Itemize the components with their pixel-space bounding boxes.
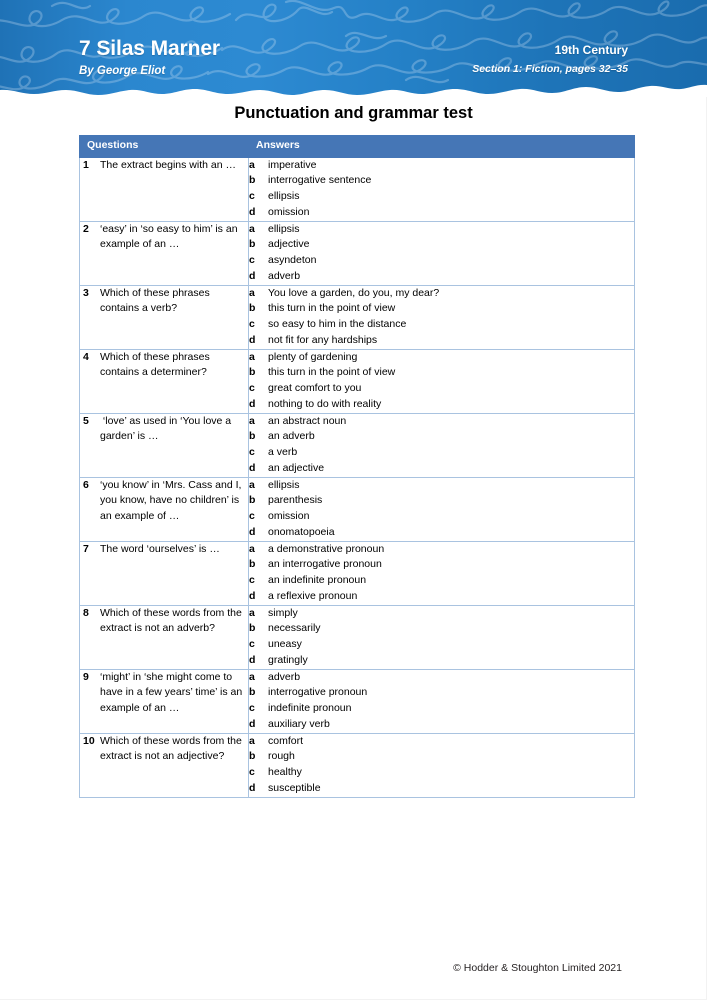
question-cell: [80, 349, 249, 413]
answer-text: an adjective: [268, 461, 325, 474]
answer-option[interactable]: [249, 606, 634, 622]
answer-option[interactable]: [249, 173, 634, 189]
question-inner: [80, 606, 248, 638]
section-label: Section 1: Fiction, pages 32–35: [472, 63, 628, 75]
answers-cell: [249, 733, 635, 797]
answer-option[interactable]: [249, 461, 634, 477]
answer-letter: a: [249, 350, 255, 363]
answer-letter: b: [249, 558, 256, 571]
answers-cell: [249, 157, 635, 221]
answer-text: an interrogative pronoun: [268, 558, 382, 571]
answer-letter: d: [249, 781, 256, 794]
answer-letter: a: [249, 670, 255, 683]
question-number: 5: [83, 414, 89, 427]
question-number: 2: [83, 222, 89, 235]
answer-text: comfort: [268, 734, 304, 747]
answer-text: a verb: [268, 446, 298, 459]
question-cell: [80, 733, 249, 797]
answer-text: parenthesis: [268, 494, 323, 507]
answer-option[interactable]: [249, 350, 634, 366]
banner-meta-block: [472, 43, 628, 75]
answer-letter: d: [249, 525, 256, 538]
answer-letter: b: [249, 302, 256, 315]
answer-letter: c: [249, 190, 255, 203]
answer-letter: d: [249, 269, 256, 282]
answers-cell: [249, 285, 635, 349]
question-cell: [80, 477, 249, 541]
answer-option[interactable]: [249, 253, 634, 269]
answer-option[interactable]: [249, 670, 634, 686]
page-header-banner: [0, 0, 707, 97]
answer-option[interactable]: [249, 269, 634, 285]
question-text: ‘might’ in ‘she might come to have in a few years’ time’ is an example of an …: [100, 670, 246, 715]
question-inner: [80, 222, 248, 254]
answer-letter: a: [249, 414, 255, 427]
answer-option[interactable]: [249, 205, 634, 221]
questions-answers-table: [79, 135, 635, 798]
answer-option[interactable]: [249, 685, 634, 701]
answer-letter: d: [249, 717, 256, 730]
question-text: ‘easy’ in ‘so easy to him’ is an example of an …: [100, 222, 241, 251]
question-number: 3: [83, 286, 89, 299]
question-text: ‘you know’ in ‘Mrs. Cass and I, you know, have no children’ is an example of …: [100, 478, 245, 523]
answer-option[interactable]: [249, 525, 634, 541]
question-text: Which of these phrases contains a verb?: [100, 286, 213, 315]
answer-letter: b: [249, 238, 256, 251]
answer-text: ellipsis: [268, 478, 300, 491]
answer-text: imperative: [268, 158, 317, 171]
period-label: 19th Century: [554, 43, 628, 57]
question-number: 4: [83, 350, 89, 363]
question-number: 1: [83, 158, 89, 171]
question-number: 9: [83, 670, 89, 683]
answer-text: omission: [268, 205, 310, 218]
answer-text: an indefinite pronoun: [268, 574, 367, 587]
table-body: [80, 157, 635, 797]
question-number: 10: [83, 734, 95, 747]
table-row: [80, 669, 635, 733]
question-cell: [80, 413, 249, 477]
answer-option[interactable]: [249, 317, 634, 333]
answer-text: rough: [268, 750, 295, 763]
answer-option[interactable]: [249, 301, 634, 317]
answer-option[interactable]: [249, 493, 634, 509]
answer-text: uneasy: [268, 638, 302, 651]
answer-option[interactable]: [249, 749, 634, 765]
answer-text: plenty of gardening: [268, 350, 358, 363]
answer-letter: b: [249, 366, 256, 379]
answer-option[interactable]: [249, 781, 634, 797]
answer-option[interactable]: [249, 637, 634, 653]
copyright-notice: © Hodder & Stoughton Limited 2021: [453, 962, 622, 974]
answer-letter: d: [249, 653, 256, 666]
answers-cell: [249, 477, 635, 541]
answer-text: necessarily: [268, 622, 321, 635]
answer-letter: a: [249, 734, 255, 747]
answer-text: this turn in the point of view: [268, 366, 396, 379]
answer-option[interactable]: [249, 189, 634, 205]
answer-text: interrogative sentence: [268, 174, 372, 187]
table-row: [80, 541, 635, 605]
answer-letter: a: [249, 286, 255, 299]
answer-option[interactable]: [249, 557, 634, 573]
book-author: By George Eliot: [79, 65, 166, 78]
question-text: The extract begins with an …: [100, 158, 236, 171]
answer-text: a demonstrative pronoun: [268, 542, 385, 555]
answer-option[interactable]: [249, 573, 634, 589]
answer-text: ellipsis: [268, 222, 300, 235]
banner-title-block: [79, 38, 220, 77]
answer-option[interactable]: [249, 734, 634, 750]
answer-option[interactable]: [249, 333, 634, 349]
answer-option[interactable]: [249, 237, 634, 253]
question-cell: [80, 221, 249, 285]
table-row: [80, 157, 635, 221]
answer-text: You love a garden, do you, my dear?: [268, 286, 440, 299]
answer-text: adverb: [268, 670, 301, 683]
question-cell: [80, 605, 249, 669]
answers-cell: [249, 349, 635, 413]
table-row: [80, 733, 635, 797]
answer-option[interactable]: [249, 445, 634, 461]
question-text: Which of these phrases contains a determiner?: [100, 350, 213, 379]
answer-letter: d: [249, 205, 256, 218]
answer-text: susceptible: [268, 781, 321, 794]
answer-text: so easy to him in the distance: [268, 318, 407, 331]
answer-option[interactable]: [249, 653, 634, 669]
answer-letter: d: [249, 397, 256, 410]
answer-option[interactable]: [249, 542, 634, 558]
answer-text: onomatopoeia: [268, 525, 335, 538]
answer-option[interactable]: [249, 381, 634, 397]
answer-letter: b: [249, 174, 256, 187]
answer-letter: c: [249, 702, 255, 715]
answers-cell: [249, 541, 635, 605]
answers-cell: [249, 221, 635, 285]
table-header-row: [80, 136, 635, 158]
answer-letter: d: [249, 589, 256, 602]
answer-text: great comfort to you: [268, 382, 362, 395]
answer-text: healthy: [268, 766, 302, 779]
answer-letter: c: [249, 382, 255, 395]
answer-option[interactable]: [249, 429, 634, 445]
answer-text: interrogative pronoun: [268, 686, 368, 699]
answer-option[interactable]: [249, 717, 634, 733]
question-cell: [80, 541, 249, 605]
answer-letter: a: [249, 542, 255, 555]
question-inner: [80, 350, 248, 382]
column-header-questions: Questions: [80, 136, 249, 158]
answers-cell: [249, 413, 635, 477]
table-row: [80, 605, 635, 669]
answer-text: omission: [268, 510, 310, 523]
answer-letter: d: [249, 461, 256, 474]
answer-letter: b: [249, 622, 256, 635]
answer-letter: c: [249, 766, 255, 779]
answer-text: an abstract noun: [268, 414, 347, 427]
answer-text: nothing to do with reality: [268, 397, 382, 410]
answer-letter: c: [249, 254, 255, 267]
answer-option[interactable]: [249, 478, 634, 494]
question-inner: [80, 734, 248, 766]
answer-text: this turn in the point of view: [268, 302, 396, 315]
answer-letter: a: [249, 478, 255, 491]
question-inner: [80, 478, 248, 525]
answer-letter: d: [249, 333, 256, 346]
answers-cell: [249, 669, 635, 733]
question-inner: [80, 542, 248, 558]
question-inner: [80, 670, 248, 717]
answer-option[interactable]: [249, 222, 634, 238]
answer-option[interactable]: [249, 365, 634, 381]
question-cell: [80, 157, 249, 221]
answer-option[interactable]: [249, 414, 634, 430]
answer-letter: b: [249, 750, 256, 763]
table-row: [80, 349, 635, 413]
answer-text: adjective: [268, 238, 310, 251]
answer-text: not fit for any hardships: [268, 333, 378, 346]
answer-letter: b: [249, 430, 256, 443]
answer-text: simply: [268, 606, 298, 619]
answer-text: auxiliary verb: [268, 717, 330, 730]
answer-letter: a: [249, 222, 255, 235]
question-cell: [80, 669, 249, 733]
answer-text: indefinite pronoun: [268, 702, 352, 715]
table-head: [80, 136, 635, 158]
answer-text: ellipsis: [268, 190, 300, 203]
answer-letter: c: [249, 318, 255, 331]
question-text: ‘love’ as used in ‘You love a garden’ is …: [100, 414, 235, 443]
question-inner: [80, 286, 248, 318]
answer-letter: c: [249, 574, 255, 587]
table-row: [80, 285, 635, 349]
answer-letter: c: [249, 510, 255, 523]
answer-letter: c: [249, 446, 255, 459]
book-title: 7 Silas Marner: [79, 37, 221, 60]
question-inner: [80, 158, 248, 174]
answer-text: asyndeton: [268, 254, 317, 267]
question-number: 8: [83, 606, 89, 619]
question-inner: [80, 414, 248, 446]
answer-letter: b: [249, 686, 256, 699]
answer-option[interactable]: [249, 158, 634, 174]
table-row: [80, 221, 635, 285]
column-header-answers: Answers: [249, 136, 635, 158]
answers-cell: [249, 605, 635, 669]
answer-letter: c: [249, 638, 255, 651]
answer-option[interactable]: [249, 765, 634, 781]
answer-option[interactable]: [249, 286, 634, 302]
answer-option[interactable]: [249, 621, 634, 637]
question-number: 7: [83, 542, 89, 555]
table-row: [80, 413, 635, 477]
question-text: Which of these words from the extract is not an adjective?: [100, 734, 245, 763]
answer-text: an adverb: [268, 430, 315, 443]
question-text: Which of these words from the extract is not an adverb?: [100, 606, 245, 635]
question-text: The word ‘ourselves’ is …: [100, 542, 220, 555]
answer-letter: a: [249, 606, 255, 619]
answer-option[interactable]: [249, 509, 634, 525]
answer-letter: a: [249, 158, 255, 171]
answer-option[interactable]: [249, 589, 634, 605]
page-title: Punctuation and grammar test: [234, 104, 473, 122]
question-number: 6: [83, 478, 89, 491]
question-cell: [80, 285, 249, 349]
answer-letter: b: [249, 494, 256, 507]
table-row: [80, 477, 635, 541]
answer-option[interactable]: [249, 397, 634, 413]
answer-text: gratingly: [268, 653, 308, 666]
answer-option[interactable]: [249, 701, 634, 717]
answer-text: adverb: [268, 269, 301, 282]
answer-text: a reflexive pronoun: [268, 589, 358, 602]
